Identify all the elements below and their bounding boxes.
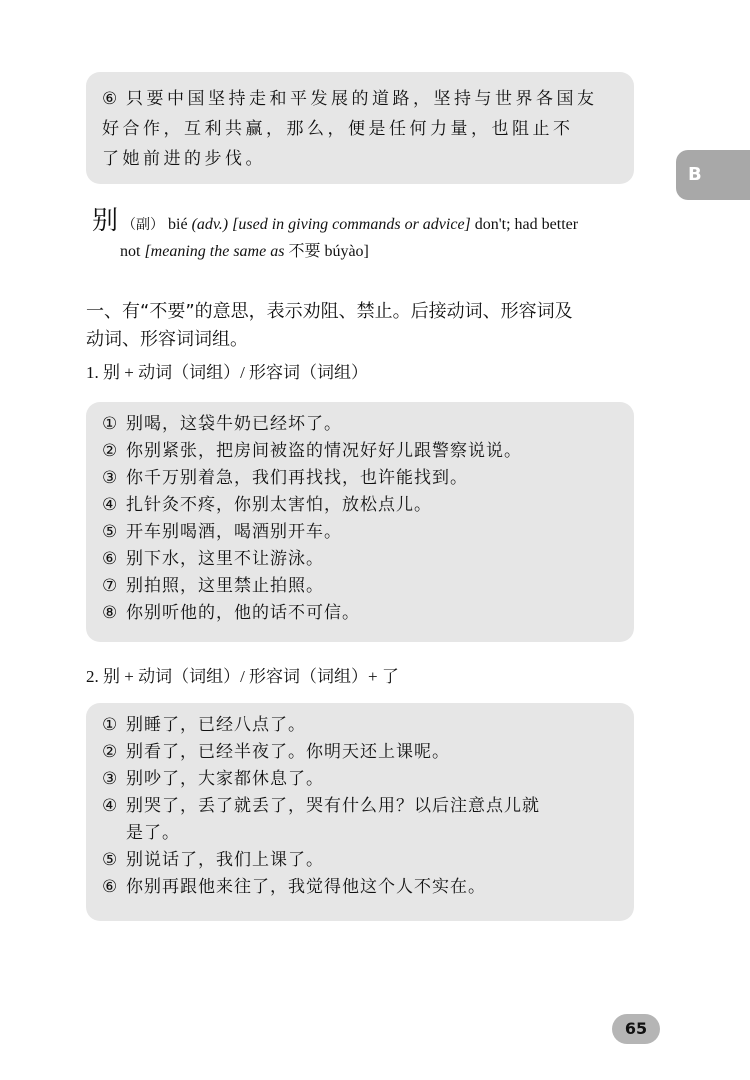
example-box-1 [86,402,634,642]
example-line: ⑥ 只要中国坚持走和平发展的道路，坚持与世界各国友 [102,84,618,114]
example-line: 好合作，互利共赢，那么，便是任何力量，也阻止不 [102,119,574,139]
part-of-speech: (adv.) [191,216,229,233]
page-number: 65 [612,1014,660,1044]
example-line: ⑧ 你别听他的，他的话不可信。 [102,603,360,623]
example-line: ⑤ 开车别喝酒，喝酒别开车。 [102,522,342,542]
example-line: 是了。 [126,823,180,843]
example-number: ⑥ [102,89,121,109]
pattern-heading-1: 1. 别 + 动词（词组）/ 形容词（词组） [86,363,369,382]
section-tab-b[interactable]: B [676,150,750,200]
example-line: ③ 别吵了，大家都休息了。 [102,769,324,789]
gloss-pinyin: búyào] [324,243,369,260]
gloss-chinese: 不要 [288,243,321,260]
word-class: （副） [122,218,165,233]
usage-line: 一、有“不要”的意思，表示劝阻、禁止。后接动词、形容词及 [86,301,573,322]
usage-section-1 [86,298,656,354]
example-line: ④ 扎针灸不疼，你别太害怕，放松点儿。 [102,495,432,515]
pinyin: bié [168,216,188,233]
example-line: ① 别睡了，已经八点了。 [102,715,306,735]
example-line: ⑥ 别下水，这里不让游泳。 [102,549,324,569]
example-line: ② 你别紧张，把房间被盗的情况好好儿跟警察说说。 [102,441,522,461]
example-line: ③ 你千万别着急，我们再找找，也许能找到。 [102,468,468,488]
headword: 别 [92,206,119,236]
example-line: ⑦ 别拍照，这里禁止拍照。 [102,576,324,596]
example-box-top [86,72,634,184]
example-line: ⑥ 你别再跟他来往了，我觉得他这个人不实在。 [102,877,486,897]
example-box-2 [86,703,634,921]
gloss-note: [meaning the same as [144,243,285,260]
example-line: ⑤ 别说话了，我们上课了。 [102,850,324,870]
dictionary-entry [92,208,652,265]
example-line: ④ 别哭了，丢了就丢了，哭有什么用？以后注意点儿就 [102,796,540,816]
example-line: ② 别看了，已经半夜了。你明天还上课呢。 [102,742,450,762]
pattern-heading-2: 2. 别 + 动词（词组）/ 形容词（词组）+ 了 [86,667,399,686]
gloss: don't; had better [474,216,579,233]
gloss: not [120,243,141,260]
gloss-note: [used in giving commands or advice] [232,216,471,233]
example-line: 了她前进的步伐。 [102,149,266,169]
usage-line: 动词、形容词词组。 [86,329,248,350]
example-line: ① 别喝，这袋牛奶已经坏了。 [102,414,342,434]
